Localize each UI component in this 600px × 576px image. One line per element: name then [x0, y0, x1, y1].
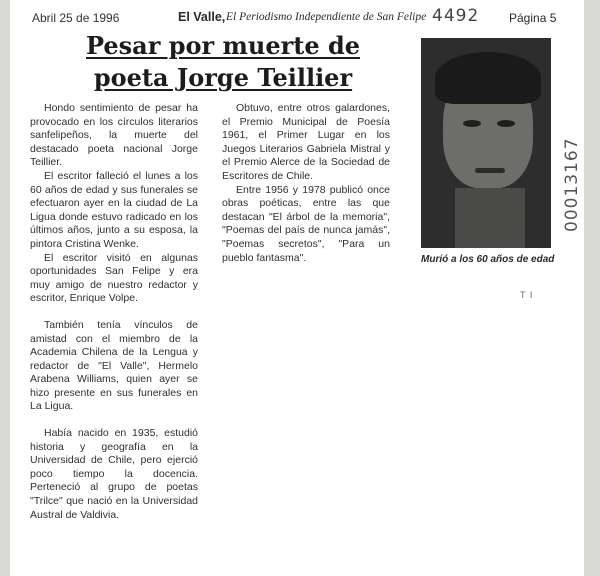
archive-stamp-number: [556, 110, 580, 240]
paragraph: El escritor visitó en algunas oportunidades San Felipe y era muy amigo de nuestro redactor y escritor, Enrique Volpe.: [30, 251, 198, 305]
paragraph: El escritor falleció el lunes a los 60 años de edad y sus funerales se efectuaron ayer en la ciudad de La Ligua donde estuvo radicado en los últimos años, junto a su esposa, la pintora Cristina Wenke.: [30, 169, 198, 250]
issue-date: Abril 25 de 1996: [32, 11, 120, 25]
headline-line-1: Pesar por muerte de: [85, 31, 361, 60]
article-column-2: [222, 102, 390, 265]
publication-name: El Valle,: [178, 10, 226, 24]
page-header: [30, 6, 570, 27]
archive-number-text: 00013167: [562, 137, 582, 232]
page-number: Página 5: [509, 11, 557, 25]
paragraph: Obtuvo, entre otros galardones, el Premio Municipal de Poesía 1961, el Primer Lugar en los Juegos Literarios Gabriela Mistral y el Premio Alerce de la Sociedad de Escritores de Chile.: [222, 102, 390, 182]
article-column-1: [30, 102, 198, 522]
paragraph: También tenía vínculos de amistad con el miembro de la Academia Chilena de la Lengua y redactor de "El Valle", Hermelo Arabena Williams, quien ayer se hizo presente en sus funerales en La Ligua.: [30, 318, 198, 413]
scan-border-right: [584, 0, 600, 576]
paragraph: Hondo sentimiento de pesar ha provocado en los círculos literarios sanfelipeños, la muerte del destacado poeta nacional Jorge Teillier.: [30, 102, 198, 169]
headline-line-2: poeta Jorge Teillier: [93, 63, 353, 92]
photo-caption: Murió a los 60 años de edad: [421, 254, 555, 265]
handwritten-number: 4492: [432, 6, 480, 26]
clipped-text-fragment: T I: [520, 290, 534, 300]
paragraph: Había nacido en 1935, estudió historia y geografía en la Universidad de Chile, pero ejerció poco tiempo la docencia. Perteneció al grupo de poetas "Trilce" que nació en la Universidad Austral de Valdivia.: [30, 427, 198, 521]
article-headline: [34, 30, 412, 94]
paragraph: Entre 1956 y 1978 publicó once obras poéticas, entre las que destacan "El árbol de la memoria", "Poemas del país de nunca jamás", "Poemas secretos", "Para un pueblo fantasma".: [222, 183, 390, 264]
publication-tagline: El Periodismo Independiente de San Felipe: [226, 11, 427, 23]
scan-border-left: [0, 0, 10, 576]
poet-portrait-photo: [421, 38, 551, 248]
